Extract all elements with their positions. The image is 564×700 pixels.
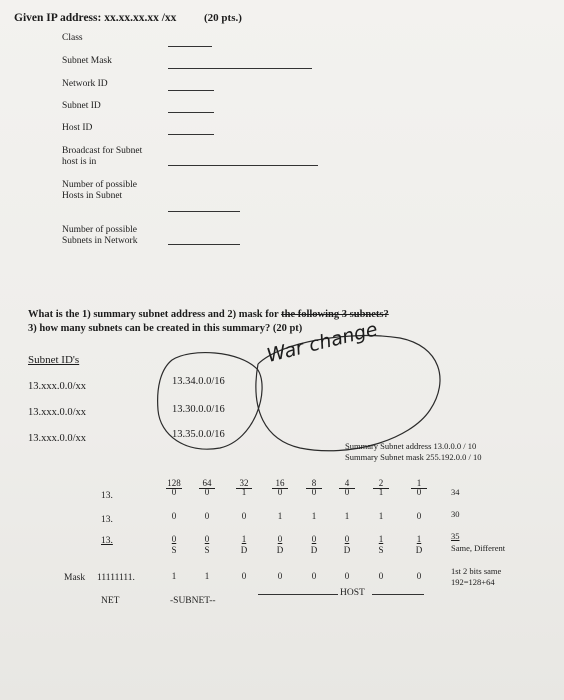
mask-label: Mask [64,573,86,583]
bit-cell: 0 [344,487,350,497]
net-label: NET [101,596,120,606]
answer-line-broadcast [168,165,318,166]
mask-note-1: 1st 2 bits same [451,566,502,576]
mask-bit: 1 [171,571,177,581]
mask-bit: 1 [204,571,210,581]
same-diff-letter: S [171,545,177,555]
row-prefix-2: 13. [101,515,113,525]
same-diff-letter: D [310,545,318,555]
row-note-3: 35 [451,531,460,541]
field-label-network-id: Network ID [62,79,108,89]
answer-line-possible-hosts [168,211,240,212]
summary-address [345,441,476,451]
summary-mask-value: 255.192.0.0 / 10 [425,452,482,462]
answer-line-class [168,46,212,47]
same-diff-letter: D [415,545,423,555]
host-span-line-right [372,594,424,595]
mask-bit: 0 [416,571,422,581]
row-note-2: 30 [451,509,460,519]
points-label: (20 pts.) [204,12,242,24]
same-diff-letter: D [343,545,351,555]
row-prefix-1: 13. [101,491,113,501]
answer-line-subnet-mask [168,68,312,69]
subnet-left-2: 13.xxx.0.0/xx [28,407,87,418]
field-label-broadcast: Broadcast for Subnet host is in [62,146,143,167]
subnet-left-3: 13.xxx.0.0/xx [28,433,87,444]
bit-cell: 0 [171,534,177,544]
answer-line-possible-subnets [168,244,240,245]
summary-mask [345,452,481,462]
bit-cell: 0 [204,511,210,521]
mask-ones: 11111111. [97,573,135,583]
mask-note-2: 192=128+64 [451,577,495,587]
bit-cell: 0 [277,487,283,497]
bit-cell: 1 [311,511,317,521]
mask-bit: 0 [378,571,384,581]
question-text-2: 3) how many subnets can be created in this summary? (20 pt) [28,323,303,334]
bit-cell: 0 [311,534,317,544]
mask-bit: 0 [277,571,283,581]
host-label: HOST [340,588,365,598]
mask-bit: 0 [344,571,350,581]
bit-header-8: 8 [311,478,317,488]
subnet-right-2: 13.30.0.0/16 [172,404,225,415]
bit-header-16: 16 [275,478,285,488]
field-label-subnet-id: Subnet ID [62,101,101,111]
bit-cell: 1 [241,487,247,497]
bit-cell: 1 [344,511,350,521]
bit-cell: 1 [378,511,384,521]
question-text-1: What is the 1) summary subnet address and 2) mask for [28,309,282,320]
host-span-line-left [258,594,338,595]
summary-address-value: 13.0.0.0 / 10 [433,441,477,451]
subnet-right-3: 13.35.0.0/16 [172,429,225,440]
bit-cell: 0 [204,534,210,544]
mask-bit: 0 [241,571,247,581]
question-struck-text: the following 3 subnets? [281,309,389,320]
subnet-ids-heading: Subnet ID's [28,354,80,366]
handwritten-note: War change [264,318,380,367]
bit-header-32: 32 [239,478,249,488]
bit-cell: 1 [378,534,384,544]
answer-line-network-id [168,90,214,91]
bit-cell: 0 [416,487,422,497]
field-label-class: Class [62,33,83,43]
same-different-note: Same, Different [451,543,506,553]
bit-cell: 0 [344,534,350,544]
row-prefix-3: 13. [101,536,113,546]
bit-header-1: 1 [416,478,422,488]
same-diff-letter: D [276,545,284,555]
field-label-possible-hosts: Number of possible Hosts in Subnet [62,180,137,201]
summary-mask-label: Summary Subnet mask [345,452,424,462]
bit-header-64: 64 [202,478,212,488]
bit-header-4: 4 [344,478,350,488]
bit-cell: 0 [311,487,317,497]
bit-cell: 0 [241,511,247,521]
same-diff-letter: S [378,545,384,555]
bit-header-128: 128 [167,478,181,488]
bit-cell: 0 [416,511,422,521]
subnet-right-1: 13.34.0.0/16 [172,376,225,387]
bit-cell: 0 [171,511,177,521]
bit-cell: 1 [241,534,247,544]
bit-cell: 0 [277,534,283,544]
bit-cell: 1 [277,511,283,521]
same-diff-letter: S [204,545,210,555]
bit-cell: 1 [378,487,384,497]
bit-cell: 0 [204,487,210,497]
answer-line-subnet-id [168,112,214,113]
ip-address-title: Given IP address: xx.xx.xx.xx /xx [14,12,177,24]
row-note-1: 34 [451,487,460,497]
bit-cell: 1 [416,534,422,544]
answer-line-host-id [168,134,214,135]
field-label-subnet-mask: Subnet Mask [62,56,112,66]
subnet-label: -SUBNET-- [170,596,216,606]
same-diff-letter: D [240,545,248,555]
mask-bit: 0 [311,571,317,581]
summary-address-label: Summary Subnet address [345,441,432,451]
bit-header-2: 2 [378,478,384,488]
field-label-possible-subnets: Number of possible Subnets in Network [62,225,138,246]
bit-cell: 0 [171,487,177,497]
field-label-host-id: Host ID [62,123,93,133]
subnet-left-1: 13.xxx.0.0/xx [28,381,87,392]
